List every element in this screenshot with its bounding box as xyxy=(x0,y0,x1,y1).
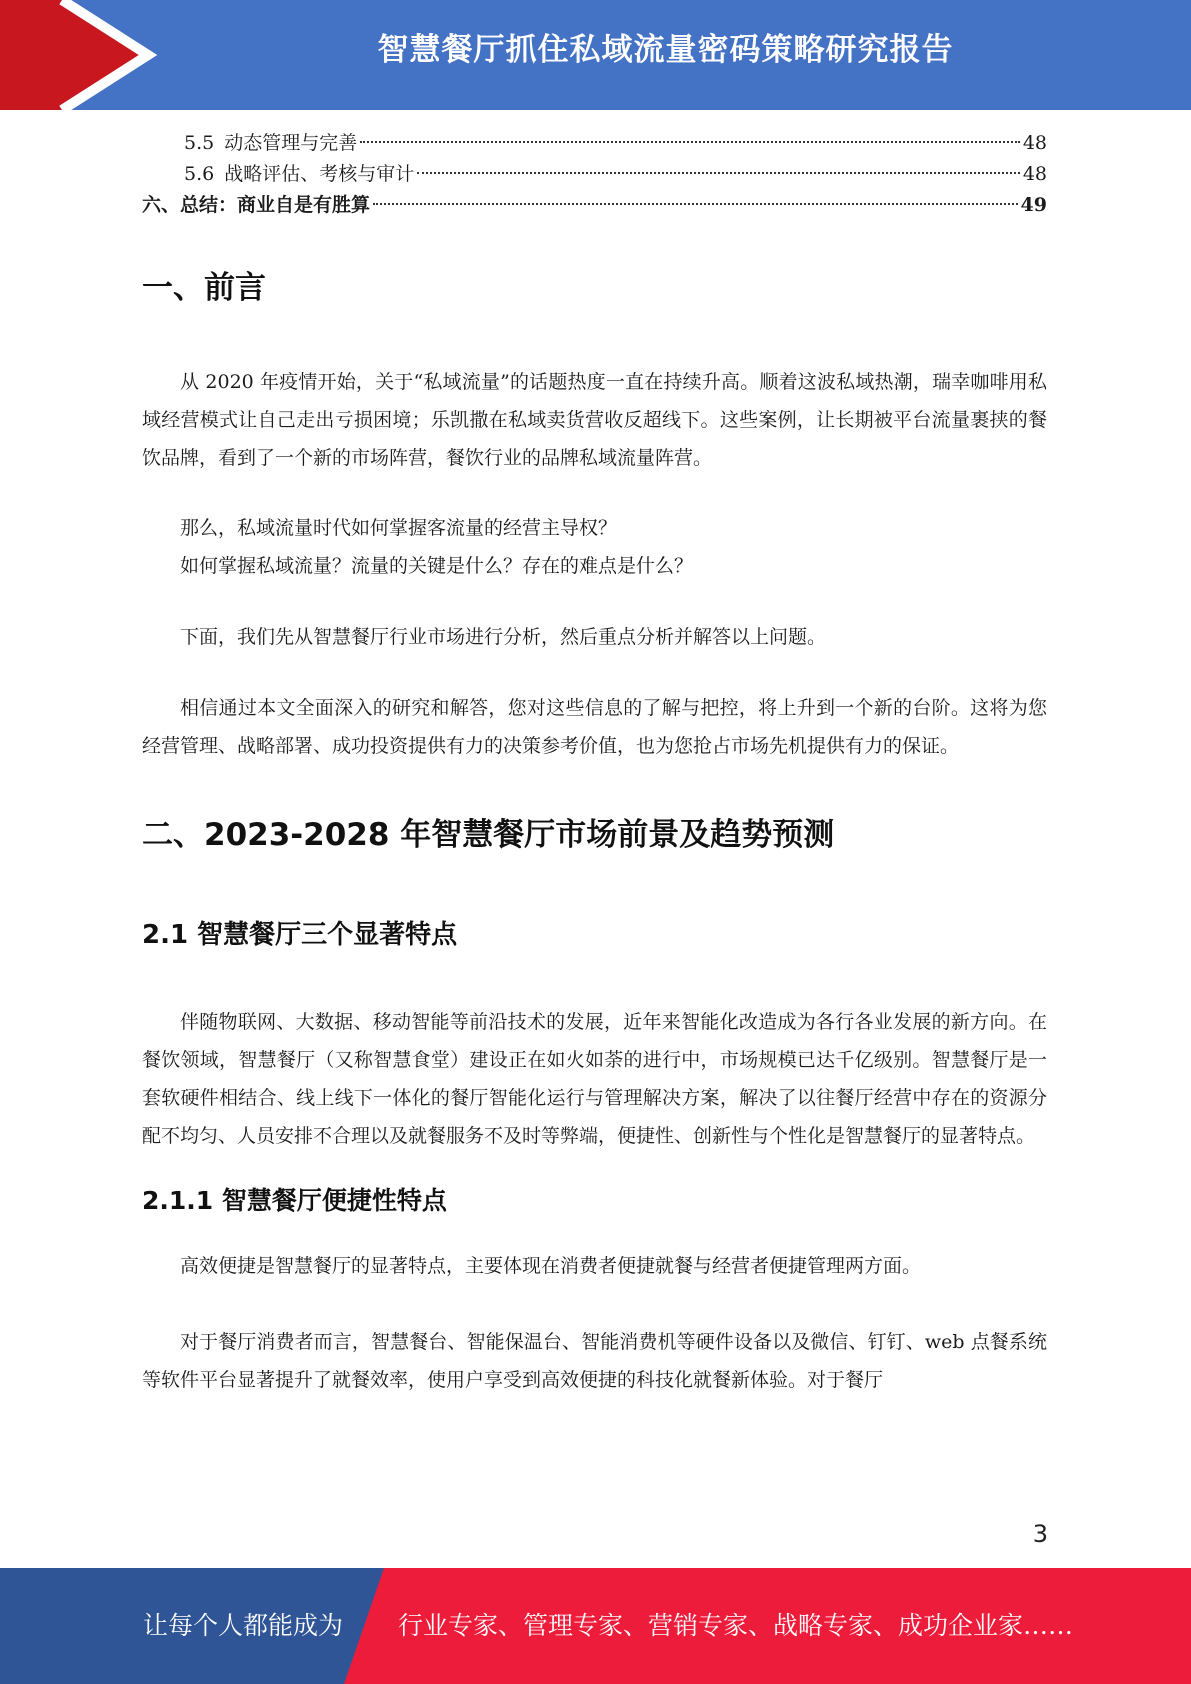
paragraph: 高效便捷是智慧餐厅的显著特点，主要体现在消费者便捷就餐与经营者便捷管理两方面。 xyxy=(180,1255,922,1277)
toc-entry[interactable] xyxy=(142,190,1047,221)
paragraph: 伴随物联网、大数据、移动智能等前沿技术的发展，近年来智能化改造成为各行各业发展的新方向。在餐饮领域，智慧餐厅（又称智慧食堂）建设正在如火如荼的进行中，市场规模已达千亿级别。智慧餐厅是一套软硬件相结合、线上线下一体化的餐厅智能化运行与管理解决方案，解决了以往餐厅经营中存在的资源分配不均匀、人员安排不合理以及就餐服务不及时等弊端，便捷性、创新性与个性化是智慧餐厅的显著特点。 xyxy=(142,1011,1047,1147)
document-body xyxy=(142,262,1047,1399)
toc-leader-dots xyxy=(360,141,1020,143)
toc-entry-label: 战略评估、考核与审计 xyxy=(224,163,415,185)
footer-slogan-right: 行业专家、管理专家、营销专家、战略专家、成功企业家…… xyxy=(398,1611,1074,1640)
toc-entry[interactable] xyxy=(142,128,1047,159)
subsection-heading: 2.1 智慧餐厅三个显著特点 xyxy=(142,920,458,950)
page-header xyxy=(0,0,1191,110)
toc-entry-page: 49 xyxy=(1020,194,1047,216)
table-of-contents xyxy=(142,128,1047,221)
toc-entry-number: 5.6 xyxy=(184,163,215,185)
toc-entry-label: 六、总结：商业自是有胜算 xyxy=(142,194,371,216)
toc-entry-page: 48 xyxy=(1022,132,1047,154)
toc-entry-number: 5.5 xyxy=(184,132,215,154)
section-heading: 一、前言 xyxy=(142,270,266,306)
section-heading: 二、2023-2028 年智慧餐厅市场前景及趋势预测 xyxy=(142,817,835,853)
toc-leader-dots xyxy=(417,172,1020,174)
paragraph: 相信通过本文全面深入的研究和解答，您对这些信息的了解与把控，将上升到一个新的台阶。这将为您经营管理、战略部署、成功投资提供有力的决策参考价值，也为您抢占市场先机提供有力的保证。 xyxy=(142,697,1047,757)
paragraph: 从 2020 年疫情开始，关于“私域流量”的话题热度一直在持续升高。顺着这波私域热潮，瑞幸咖啡用私域经营模式让自己走出亏损困境；乐凯撒在私域卖货营收反超线下。这些案例，让长期被平台流量裹挟的餐饮品牌，看到了一个新的市场阵营，餐饮行业的品牌私域流量阵营。 xyxy=(142,371,1047,469)
footer-slogan-left: 让每个人都能成为 xyxy=(143,1611,344,1640)
subsubsection-heading: 2.1.1 智慧餐厅便捷性特点 xyxy=(142,1186,447,1215)
toc-entry-page: 48 xyxy=(1022,163,1047,185)
page-footer xyxy=(0,1568,1191,1684)
page-number: 3 xyxy=(1032,1520,1048,1548)
paragraph: 那么，私域流量时代如何掌握客流量的经营主导权？ xyxy=(180,517,618,539)
paragraph: 如何掌握私域流量？流量的关键是什么？存在的难点是什么？ xyxy=(180,555,694,577)
document-title: 智慧餐厅抓住私域流量密码策略研究报告 xyxy=(377,32,954,68)
header-arrow-decoration xyxy=(0,0,160,110)
toc-entry[interactable] xyxy=(142,159,1047,190)
paragraph: 下面，我们先从智慧餐厅行业市场进行分析，然后重点分析并解答以上问题。 xyxy=(180,626,827,648)
paragraph: 对于餐厅消费者而言，智慧餐台、智能保温台、智能消费机等硬件设备以及微信、钉钉、web 点餐系统等软件平台显著提升了就餐效率，使用户享受到高效便捷的科技化就餐新体验。对于餐厅 xyxy=(142,1331,1047,1391)
toc-entry-label: 动态管理与完善 xyxy=(224,132,358,154)
toc-leader-dots xyxy=(373,203,1018,205)
